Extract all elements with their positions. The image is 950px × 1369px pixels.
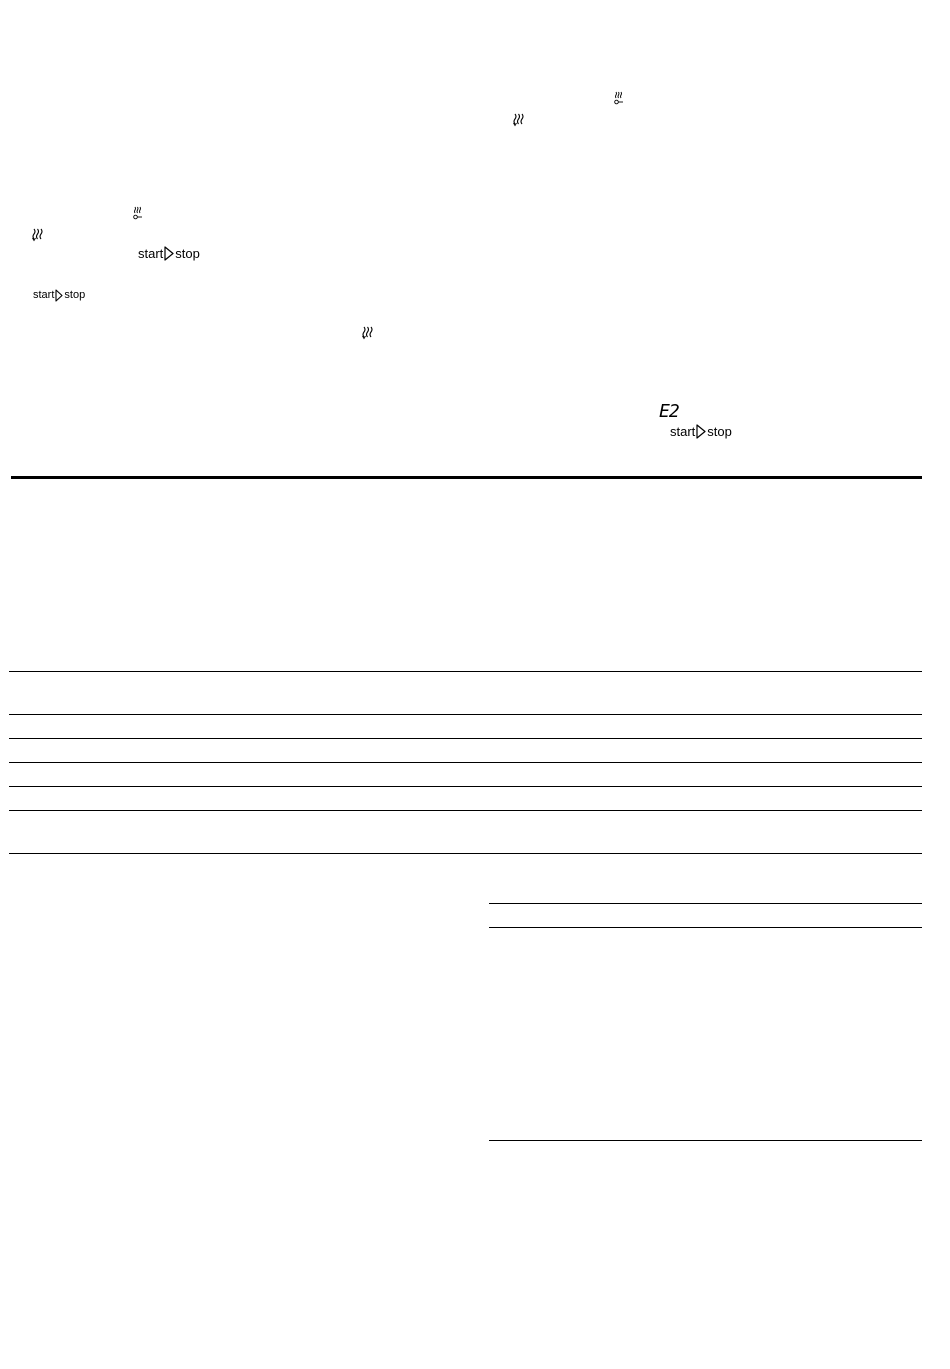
stop-label: stop [64, 289, 86, 301]
steam-icon [32, 228, 43, 242]
play-triangle-icon [164, 246, 174, 261]
play-triangle-icon [55, 289, 63, 302]
table-rule [9, 671, 922, 672]
section-divider [11, 476, 922, 479]
table-rule [489, 1140, 922, 1141]
table-rule [9, 810, 922, 811]
stop-label: stop [175, 246, 200, 261]
steam-icon [362, 326, 373, 340]
table-rule [9, 786, 922, 787]
table-rule [9, 714, 922, 715]
steam-key-icon [614, 91, 624, 105]
start-stop-button [670, 424, 732, 439]
error-code-display: E2 [659, 401, 679, 422]
play-triangle-icon [696, 424, 706, 439]
stop-label: stop [707, 424, 732, 439]
start-stop-button [138, 246, 200, 261]
start-label: start [138, 246, 164, 261]
table-rule [9, 738, 922, 739]
table-rule [9, 762, 922, 763]
start-stop-button [33, 289, 85, 302]
steam-key-icon [133, 206, 143, 220]
steam-icon [513, 113, 524, 127]
start-label: start [33, 289, 55, 301]
table-rule [489, 903, 922, 904]
start-label: start [670, 424, 696, 439]
table-rule [489, 927, 922, 928]
table-rule [9, 853, 922, 854]
